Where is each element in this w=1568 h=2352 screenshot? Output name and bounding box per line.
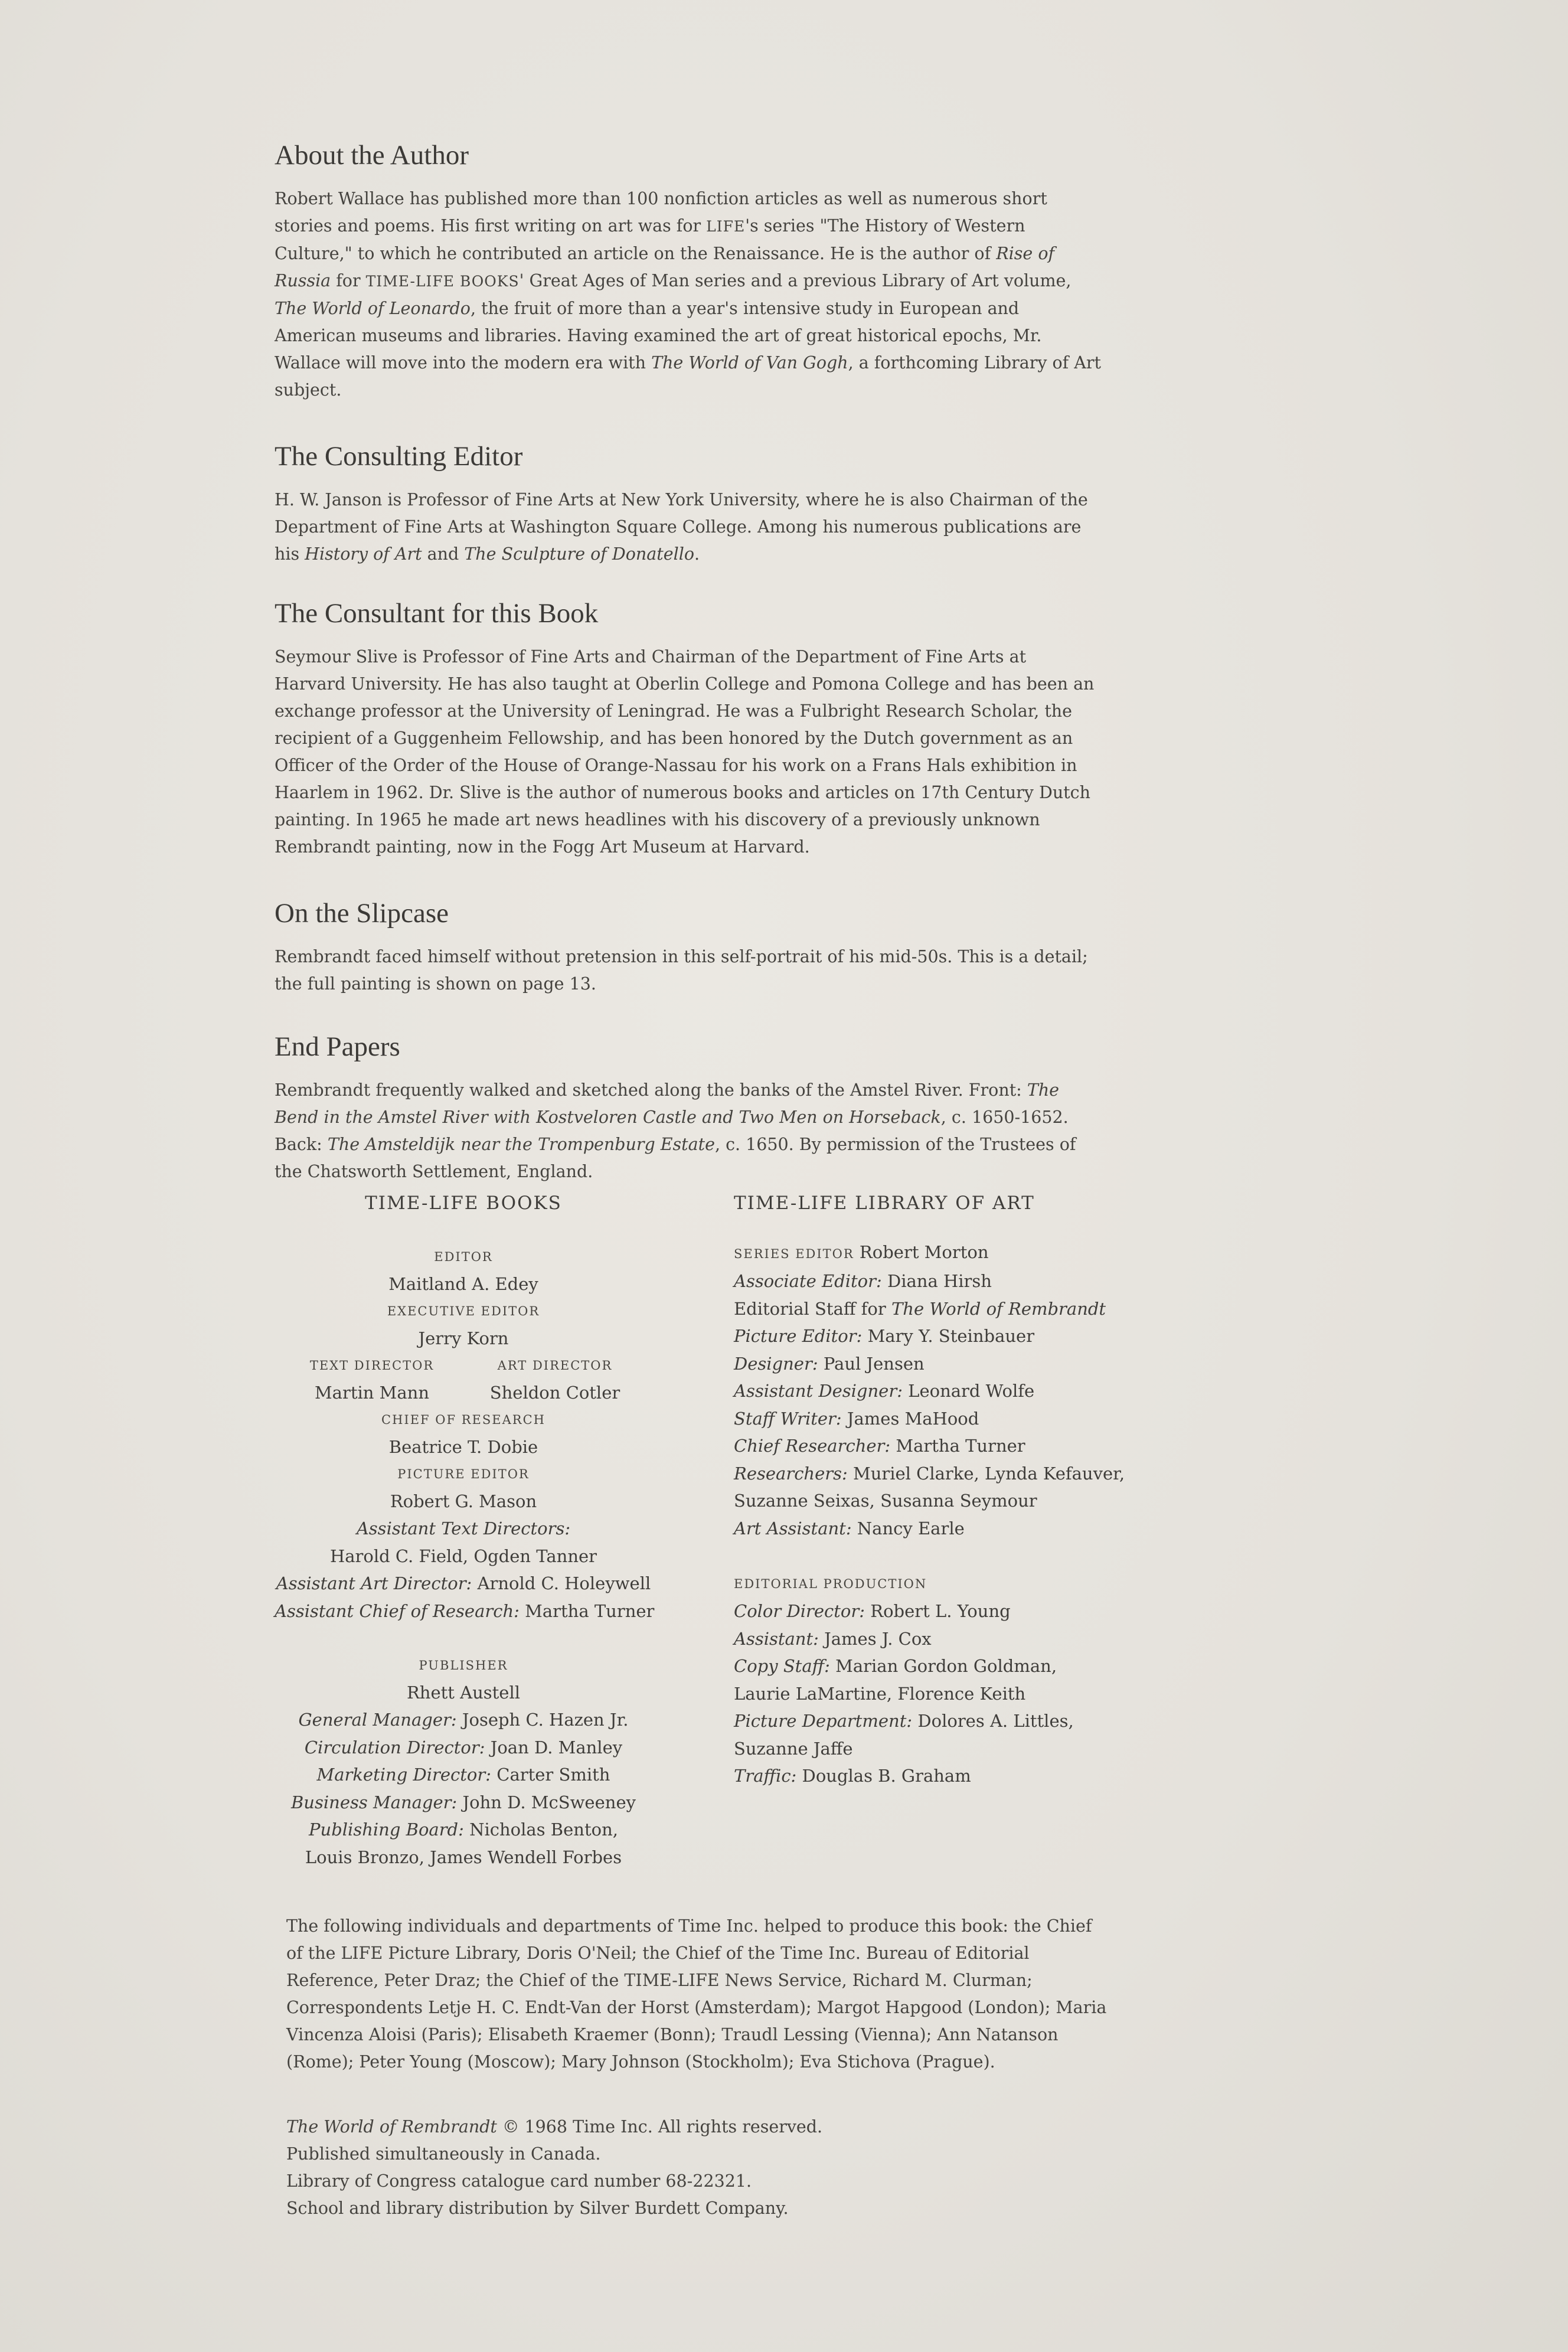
end-papers-heading: End Papers bbox=[275, 1031, 400, 1062]
spacer bbox=[275, 1625, 652, 1652]
copyright-block bbox=[286, 2113, 1113, 2222]
staff-name: Louis Bronzo, James Wendell Forbes bbox=[305, 1847, 622, 1867]
text-run: and bbox=[422, 544, 465, 564]
role-label: Business Manager: bbox=[291, 1792, 458, 1812]
staff-name: Robert G. Mason bbox=[390, 1491, 537, 1511]
time-life-books-masthead bbox=[275, 1193, 655, 1871]
role-label: Color Director: bbox=[734, 1601, 865, 1621]
staff-name: Nicholas Benton, bbox=[463, 1819, 618, 1840]
staff-name: Leonard Wolfe bbox=[902, 1381, 1035, 1401]
role-label: Associate Editor: bbox=[734, 1271, 882, 1291]
staff-name: Dolores A. Littles, bbox=[912, 1711, 1074, 1731]
about-author-section bbox=[275, 139, 1101, 404]
consulting-editor-heading: The Consulting Editor bbox=[275, 441, 523, 472]
staff-line bbox=[734, 1515, 1147, 1543]
role-label: Designer: bbox=[734, 1353, 818, 1374]
consulting-editor-section bbox=[275, 440, 1101, 568]
book-title: The World of Rembrandt bbox=[891, 1298, 1106, 1319]
copyright-line bbox=[286, 2113, 1113, 2141]
library-of-art-masthead bbox=[734, 1193, 1147, 1790]
staff-line bbox=[734, 1239, 1147, 1268]
staff-name: Laurie LaMartine, Florence Keith bbox=[734, 1683, 1026, 1704]
staff-name: Joseph C. Hazen Jr. bbox=[456, 1710, 629, 1730]
staff-line bbox=[275, 1761, 652, 1789]
role-label: Chief Researcher: bbox=[734, 1436, 891, 1456]
book-title: The Sculpture of Donatello bbox=[464, 544, 694, 564]
book-title: Rise of Russia bbox=[275, 244, 1055, 290]
staff-name: James J. Cox bbox=[818, 1628, 932, 1649]
staff-name: Martin Mann bbox=[314, 1383, 429, 1403]
role-label: SERIES EDITOR bbox=[734, 1247, 854, 1261]
text-run: for bbox=[331, 271, 366, 290]
consulting-editor-body bbox=[275, 486, 1101, 568]
staff-name: Marian Gordon Goldman, bbox=[829, 1656, 1057, 1676]
staff-line bbox=[734, 1268, 1147, 1295]
staff-name: Douglas B. Graham bbox=[796, 1766, 971, 1786]
staff-name: Martha Turner bbox=[519, 1600, 655, 1621]
consultant-heading: The Consultant for this Book bbox=[275, 598, 599, 629]
role-label: Assistant Designer: bbox=[734, 1381, 903, 1401]
text-run: 's series "The History of Western Culture," to which he contributed an article on the Renaissance. He is the author of bbox=[275, 216, 1025, 263]
slipcase-section bbox=[275, 897, 1101, 998]
role-label: Art Assistant: bbox=[734, 1518, 852, 1538]
staff-line bbox=[275, 1734, 652, 1762]
book-title: The World of Rembrandt bbox=[286, 2117, 497, 2137]
role-label: Assistant Chief of Research: bbox=[275, 1600, 520, 1621]
role-label: EDITOR bbox=[434, 1250, 493, 1264]
staff-line bbox=[275, 1816, 652, 1844]
staff-name: Joan D. Manley bbox=[485, 1737, 623, 1758]
copyright-text: © 1968 Time Inc. All rights reserved. bbox=[496, 2117, 823, 2137]
staff-line bbox=[734, 1625, 1147, 1653]
staff-name: Robert Morton bbox=[854, 1242, 989, 1262]
staff-line bbox=[734, 1377, 1147, 1405]
staff-name: Paul Jensen bbox=[818, 1353, 925, 1374]
role-label: Picture Editor: bbox=[734, 1326, 863, 1346]
role-label: PUBLISHER bbox=[419, 1658, 508, 1672]
book-title: The World of Van Gogh bbox=[651, 353, 848, 373]
acknowledgment-text: The following individuals and departments of Time Inc. helped to produce this book: the Chief of the LIFE Picture Library, Doris O'Neil; the Chief of the Time Inc. Bureau of Editorial Reference, Peter Draz; the Chief of the TIME-LIFE News Service, Richard M. Clurman; Correspondents Letje H. C. Endt-Van der Horst (Amsterdam); Margot Hapgood (London); Maria Vincenza Aloisi (Paris); Elisabeth Kraemer (Bonn); Traudl Lessing (Vienna); Ann Natanson (Rome); Peter Young (Moscow); Mary Johnson (Stockholm); Eva Stichova (Prague). bbox=[286, 1916, 1107, 2072]
staff-name: Robert L. Young bbox=[865, 1601, 1011, 1621]
staff-line bbox=[734, 1707, 1147, 1735]
director-pair bbox=[275, 1352, 652, 1406]
staff-name: Suzanne Jaffe bbox=[734, 1738, 853, 1759]
role-label: PICTURE EDITOR bbox=[397, 1467, 530, 1481]
text-run: , a forthcoming Library of Art subject. bbox=[275, 353, 1101, 400]
staff-name: Maitland A. Edey bbox=[388, 1274, 538, 1294]
role-label: EDITORIAL PRODUCTION bbox=[734, 1577, 927, 1591]
staff-name: Diana Hirsh bbox=[881, 1271, 992, 1291]
staff-name: Harold C. Field, Ogden Tanner bbox=[329, 1546, 597, 1566]
text-run: TIME-LIFE BOOKS bbox=[365, 273, 520, 290]
staff-line bbox=[734, 1350, 1147, 1378]
staff-name: Jerry Korn bbox=[418, 1328, 509, 1348]
staff-name: Rhett Austell bbox=[406, 1683, 521, 1703]
staff-line bbox=[275, 1789, 652, 1817]
slipcase-body: Rembrandt faced himself without pretension in this self-portrait of his mid-50s. This is a detail; the full painting is shown on page 13. bbox=[275, 947, 1088, 994]
staff-name: Suzanne Seixas, Susanna Seymour bbox=[734, 1491, 1037, 1511]
staff-name: Beatrice T. Dobie bbox=[388, 1437, 538, 1457]
text-run: . bbox=[694, 544, 700, 564]
role-label: Researchers: bbox=[734, 1463, 848, 1484]
staff-line bbox=[734, 1762, 1147, 1790]
role-label: Circulation Director: bbox=[304, 1737, 485, 1758]
text-run: ' Great Ages of Man series and a previous Library of Art volume, bbox=[519, 271, 1072, 290]
artwork-title: The Bend in the Amstel River with Kostveloren Castle and Two Men on Horseback bbox=[275, 1080, 1060, 1127]
role-label: Assistant Art Director: bbox=[276, 1573, 472, 1593]
end-papers-body bbox=[275, 1077, 1101, 1185]
text-run: , c. 1650-1652. Back: bbox=[275, 1108, 1069, 1154]
staff-name: Nancy Earle bbox=[851, 1518, 965, 1538]
artwork-title: The Amsteldijk near the Trompenburg Estate bbox=[327, 1135, 715, 1154]
role-label: ART DIRECTOR bbox=[497, 1358, 613, 1373]
staff-name: John D. McSweeney bbox=[457, 1792, 636, 1812]
text-run: , the fruit of more than a year's intensive study in European and American museums and libraries. Having examined the art of great historical epochs, Mr. Wallace will move into the modern era with bbox=[275, 299, 1042, 373]
end-papers-section bbox=[275, 1031, 1101, 1185]
staff-line bbox=[734, 1322, 1147, 1350]
staff-line bbox=[734, 1652, 1147, 1680]
text-run: Rembrandt frequently walked and sketched along the banks of the Amstel River. Front: bbox=[275, 1080, 1027, 1100]
about-author-body bbox=[275, 185, 1101, 404]
role-label: Editorial Staff for bbox=[734, 1298, 891, 1319]
staff-name: Sheldon Cotler bbox=[489, 1383, 620, 1403]
role-label: Copy Staff: bbox=[734, 1656, 830, 1676]
staff-line bbox=[275, 1598, 655, 1625]
masthead-title: TIME-LIFE BOOKS bbox=[365, 1193, 562, 1214]
text-run: H. W. Janson is Professor of Fine Arts at New York University, where he is also Chairman of the Department of Fine Arts at Washington Square College. Among his numerous publications are his bbox=[275, 490, 1088, 564]
staff-name: Martha Turner bbox=[890, 1436, 1025, 1456]
text-column bbox=[275, 139, 1101, 1185]
staff-name: Muriel Clarke, Lynda Kefauver, bbox=[847, 1463, 1125, 1484]
staff-line bbox=[734, 1295, 1147, 1323]
book-title: The World of Leonardo bbox=[275, 299, 471, 318]
text-run: LIFE bbox=[706, 218, 746, 235]
staff-line bbox=[275, 1515, 652, 1543]
role-label: CHIEF OF RESEARCH bbox=[381, 1413, 545, 1427]
slipcase-heading: On the Slipcase bbox=[275, 898, 449, 929]
copyright-line: Published simultaneously in Canada. bbox=[286, 2144, 601, 2164]
spacer bbox=[734, 1542, 1147, 1570]
text-run: Robert Wallace has published more than 100 nonfiction articles as well as numerous short stories and poems. His first writing on art was for bbox=[275, 189, 1047, 236]
masthead-title: TIME-LIFE LIBRARY OF ART bbox=[734, 1193, 1035, 1214]
staff-line bbox=[275, 1706, 652, 1734]
staff-name: Carter Smith bbox=[491, 1765, 610, 1785]
acknowledgment bbox=[286, 1913, 1113, 2076]
about-author-heading: About the Author bbox=[275, 140, 469, 171]
copyright-line: Library of Congress catalogue card number 68-22321. bbox=[286, 2171, 752, 2191]
role-label: Staff Writer: bbox=[734, 1408, 842, 1429]
role-label: Traffic: bbox=[734, 1766, 797, 1786]
copyright-line: School and library distribution by Silver Burdett Company. bbox=[286, 2199, 789, 2218]
staff-name: James MaHood bbox=[841, 1408, 979, 1429]
staff-line bbox=[734, 1598, 1147, 1625]
staff-line bbox=[734, 1432, 1147, 1460]
consultant-section bbox=[275, 597, 1101, 861]
role-label: General Manager: bbox=[298, 1710, 457, 1730]
book-title: History of Art bbox=[305, 544, 422, 564]
text-run: , c. 1650. By permission of the Trustees of the Chatsworth Settlement, England. bbox=[275, 1135, 1076, 1181]
staff-line bbox=[734, 1460, 1147, 1488]
staff-line bbox=[275, 1570, 652, 1598]
role-label: EXECUTIVE EDITOR bbox=[387, 1304, 540, 1318]
staff-name: Arnold C. Holeywell bbox=[472, 1573, 651, 1593]
role-label: Marketing Director: bbox=[316, 1765, 492, 1785]
role-label: Publishing Board: bbox=[309, 1819, 464, 1840]
role-label: Assistant: bbox=[734, 1628, 819, 1649]
role-label: TEXT DIRECTOR bbox=[309, 1358, 435, 1373]
role-label: Assistant Text Directors: bbox=[356, 1518, 571, 1538]
staff-name: Mary Y. Steinbauer bbox=[862, 1326, 1035, 1346]
staff-line bbox=[734, 1405, 1147, 1433]
role-label: Picture Department: bbox=[734, 1711, 913, 1731]
consultant-body: Seymour Slive is Professor of Fine Arts and Chairman of the Department of Fine Arts at Harvard University. He has also taught at Oberlin College and Pomona College and has been an exchange professor at the University of Leningrad. He was a Fulbright Research Scholar, the recipient of a Guggenheim Fellowship, and has been honored by the Dutch government as an Officer of the Order of the House of Orange-Nassau for his work on a Frans Hals exhibition in Haarlem in 1962. Dr. Slive is the author of numerous books and articles on 17th Century Dutch painting. In 1965 he made art news headlines with his discovery of a previously unknown Rembrandt painting, now in the Fogg Art Museum at Harvard. bbox=[275, 647, 1095, 857]
